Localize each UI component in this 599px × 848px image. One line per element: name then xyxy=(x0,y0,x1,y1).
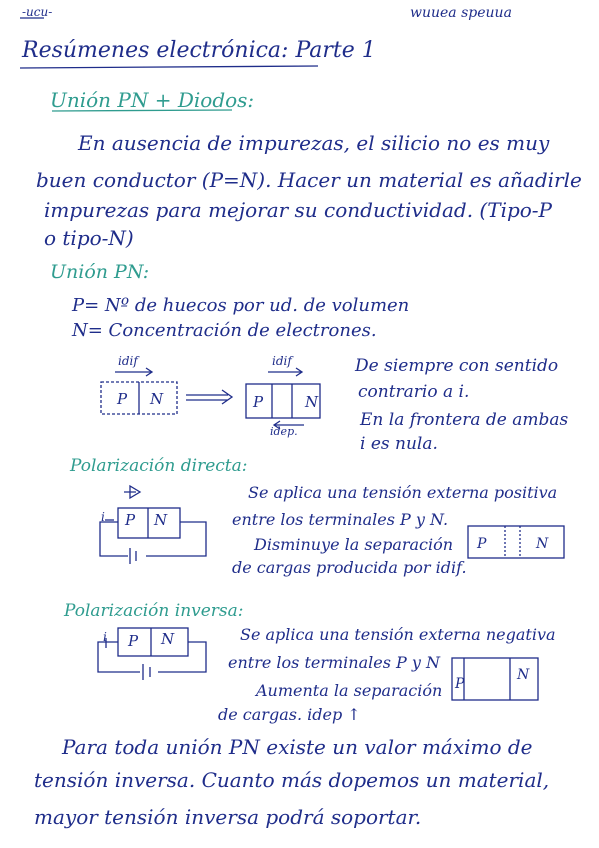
inversa-line-4: de cargas. idep ↑ xyxy=(218,705,361,724)
inversa-circuit-p: P xyxy=(128,632,139,650)
directa-line-1: Se aplica una tensión externa positiva xyxy=(248,483,558,502)
section-heading-union-pn-diodos: Unión PN + Diodos: xyxy=(50,88,255,112)
section-heading-polarizacion-directa: Polarización directa: xyxy=(70,456,248,476)
directa-box-n: N xyxy=(536,536,549,552)
note-line-1: De siempre con sentido xyxy=(355,356,559,376)
note-line-3: En la frontera de ambas xyxy=(360,410,569,430)
label-idif-left: idif xyxy=(118,354,138,368)
directa-diode-box xyxy=(118,508,180,538)
block-right-n-label: N xyxy=(305,393,319,411)
paragraph-line-1: En ausencia de impurezas, el silicio no es muy xyxy=(78,131,550,155)
page-title: Resúmenes electrónica: Parte 1 xyxy=(22,38,376,63)
inversa-battery xyxy=(143,664,150,680)
corner-mark-right: wuuea speuua xyxy=(410,5,512,21)
definition-p: P= Nº de huecos por ud. de volumen xyxy=(72,295,410,316)
paragraph-line-4: o tipo-N) xyxy=(44,226,134,250)
idif-arrow-left xyxy=(115,368,152,376)
directa-wire xyxy=(100,522,206,556)
directa-battery xyxy=(130,548,136,564)
directa-current-i: i xyxy=(101,510,105,524)
inversa-pn-box xyxy=(452,658,538,700)
note-line-4: i es nula. xyxy=(360,434,438,454)
pn-block-right xyxy=(246,384,320,418)
idif-arrow-right xyxy=(268,368,302,376)
title-underline xyxy=(20,66,318,68)
label-idif-right: idif xyxy=(272,354,292,368)
heading-underline-teal xyxy=(52,110,232,111)
inversa-box-n: N xyxy=(517,667,530,683)
inversa-depletion xyxy=(464,658,510,700)
inversa-line-3: Aumenta la separación xyxy=(256,681,443,700)
conclusion-line-2: tensión inversa. Cuanto más dopemos un material, xyxy=(34,768,550,792)
pn-block-right-depletion xyxy=(272,384,292,418)
directa-line-2: entre los terminales P y N. xyxy=(232,510,449,529)
definition-n: N= Concentración de electrones. xyxy=(72,320,377,341)
directa-line-4: de cargas producida por idif. xyxy=(232,558,467,577)
paragraph-line-2: buen conductor (P=N). Hacer un material es añadirle xyxy=(36,168,582,192)
block-right-p-label: P xyxy=(253,393,264,411)
directa-diode-symbol xyxy=(124,486,140,498)
block-left-n-label: N xyxy=(150,390,164,408)
inversa-line-2: entre los terminales P y N xyxy=(228,653,440,672)
directa-circuit-p: P xyxy=(125,511,136,529)
label-idep: idep. xyxy=(270,425,298,438)
directa-pn-box xyxy=(468,526,564,558)
block-left-p-label: P xyxy=(117,390,128,408)
directa-circuit-n: N xyxy=(154,511,168,529)
inversa-circuit-n: N xyxy=(161,630,175,648)
conclusion-line-3: mayor tensión inversa podrá soportar. xyxy=(34,805,422,829)
inversa-current-i: i xyxy=(103,630,107,644)
paragraph-line-3: impurezas para mejorar su conductividad. (Tipo-P xyxy=(44,198,553,222)
directa-box-p: P xyxy=(477,536,487,552)
inversa-diode-box xyxy=(118,628,188,656)
conclusion-line-1: Para toda unión PN existe un valor máximo de xyxy=(62,735,533,759)
inversa-box-p: P xyxy=(455,676,465,692)
inversa-line-1: Se aplica una tensión externa negativa xyxy=(240,625,556,644)
directa-depletion xyxy=(505,526,520,558)
double-arrow xyxy=(186,390,232,404)
note-line-2: contrario a i. xyxy=(358,382,470,402)
directa-line-3: Disminuye la separación xyxy=(254,535,454,554)
inversa-wire xyxy=(98,642,206,672)
section-heading-polarizacion-inversa: Polarización inversa: xyxy=(64,601,244,621)
section-heading-union-pn: Unión PN: xyxy=(50,261,150,283)
corner-mark-left: -ucu- xyxy=(22,5,53,19)
idep-arrow xyxy=(274,421,304,429)
